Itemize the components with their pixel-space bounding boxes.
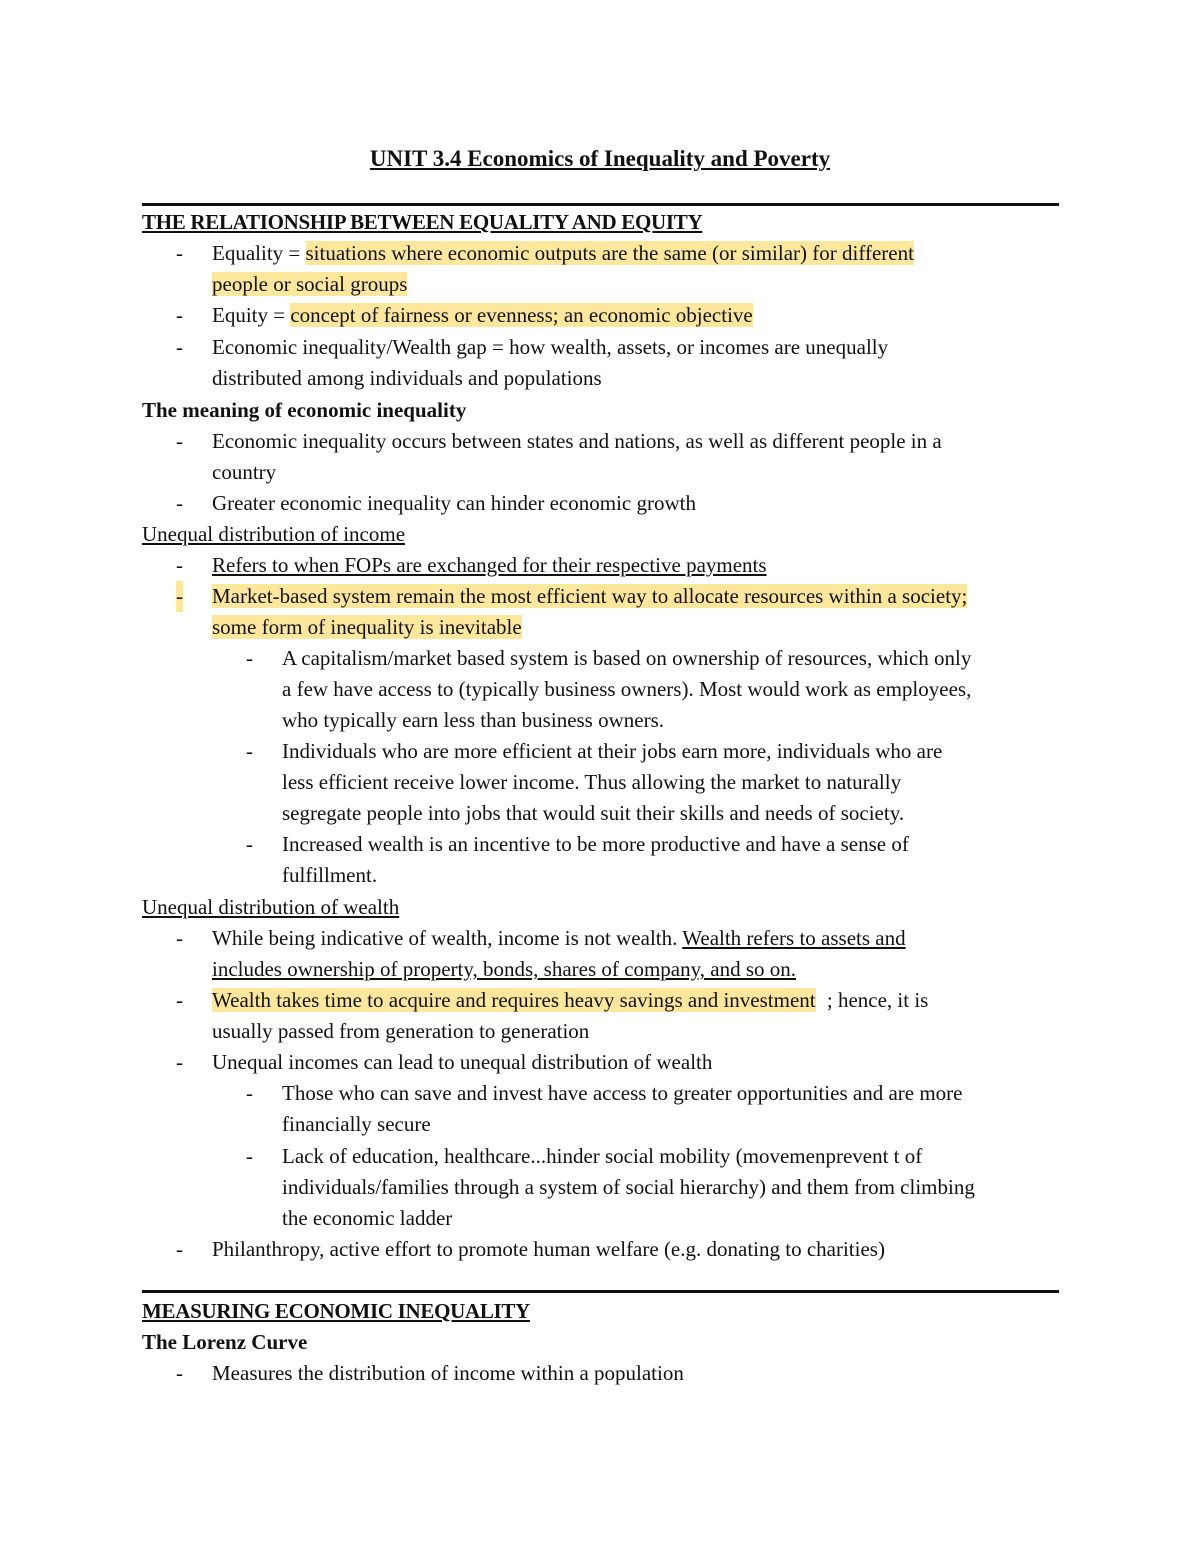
bullet: - [176, 491, 183, 515]
sub-bullet-efficiency-cont: segregate people into jobs that would suit their skills and needs of society. [282, 801, 905, 825]
bullet: - [176, 241, 183, 265]
sub-bullet-capitalism-cont: who typically earn less than business owners. [282, 708, 665, 732]
section-heading-measuring: MEASURING ECONOMIC INEQUALITY [142, 1299, 531, 1323]
bullet-inequality-occurs-cont: country [212, 460, 277, 484]
subheading-wealth: Unequal distribution of wealth [142, 895, 400, 919]
bullet-unequal-incomes: Unequal incomes can lead to unequal distribution of wealth [212, 1050, 713, 1074]
bullet-market-based: Market-based system remain the most efficient way to allocate resources within a society; [212, 584, 968, 608]
section-heading-equality-equity: THE RELATIONSHIP BETWEEN EQUALITY AND EQUITY [142, 210, 703, 234]
bullet: - [176, 429, 183, 453]
bullet: - [246, 832, 253, 856]
bullet: - [176, 335, 183, 359]
sub-bullet-save-invest: Those who can save and invest have access to greater opportunities and are more [282, 1081, 963, 1105]
section-divider [142, 203, 1059, 206]
sub-bullet-efficiency: Individuals who are more efficient at their jobs earn more, individuals who are [282, 739, 943, 763]
bullet-hinder-growth: Greater economic inequality can hinder economic growth [212, 491, 696, 515]
sub-bullet-capitalism-cont: a few have access to (typically business owners). Most would work as employees, [282, 677, 972, 701]
bullet-inequality-occurs: Economic inequality occurs between states and nations, as well as different people in a [212, 429, 942, 453]
bullet: - [246, 646, 253, 670]
bullet-fops: Refers to when FOPs are exchanged for their respective payments [212, 553, 767, 577]
bullet-income-not-wealth: While being indicative of wealth, income is not wealth. Wealth refers to assets and [212, 926, 906, 950]
bullet: - [176, 988, 183, 1012]
bullet-income-not-wealth-cont: includes ownership of property, bonds, shares of company, and so on. [212, 957, 796, 981]
sub-bullet-lack-education-cont: individuals/families through a system of social hierarchy) and them from climbing [282, 1175, 975, 1199]
bullet: - [176, 581, 183, 612]
sub-bullet-lack-education: Lack of education, healthcare...hinder social mobility (movemenprevent t of [282, 1144, 923, 1168]
bullet: - [176, 1361, 183, 1385]
sub-bullet-save-invest-cont: financially secure [282, 1112, 431, 1136]
bullet: - [176, 1237, 183, 1261]
bullet: - [246, 1081, 253, 1105]
bullet-philanthropy: Philanthropy, active effort to promote human welfare (e.g. donating to charities) [212, 1237, 885, 1261]
bullet-market-based-cont: some form of inequality is inevitable [212, 615, 522, 639]
section-divider [142, 1290, 1059, 1293]
subheading-income: Unequal distribution of income [142, 522, 406, 546]
sub-bullet-incentive-cont: fulfillment. [282, 863, 378, 887]
bullet: - [176, 303, 183, 327]
bullet-wealth-time: Wealth takes time to acquire and requires heavy savings and investment ; hence, it is [212, 988, 929, 1012]
bullet-lorenz-measures: Measures the distribution of income within a population [212, 1361, 684, 1385]
bullet: - [246, 1144, 253, 1168]
sub-bullet-incentive: Increased wealth is an incentive to be more productive and have a sense of [282, 832, 909, 856]
bullet-economic-inequality: Economic inequality/Wealth gap = how wealth, assets, or incomes are unequally [212, 335, 889, 359]
bullet-equity: Equity = concept of fairness or evenness; an economic objective [212, 303, 753, 327]
bullet-equality: Equality = situations where economic outputs are the same (or similar) for different [212, 241, 914, 265]
bullet-equality-cont: people or social groups [212, 272, 408, 296]
bullet: - [176, 926, 183, 950]
sub-bullet-efficiency-cont: less efficient receive lower income. Thus allowing the market to naturally [282, 770, 902, 794]
document-title: UNIT 3.4 Economics of Inequality and Poverty [369, 146, 831, 171]
subheading-meaning: The meaning of economic inequality [142, 398, 467, 422]
bullet: - [176, 553, 183, 577]
bullet: - [246, 739, 253, 763]
bullet-economic-inequality-cont: distributed among individuals and populations [212, 366, 602, 390]
bullet: - [176, 1050, 183, 1074]
bullet-wealth-time-cont: usually passed from generation to generation [212, 1019, 590, 1043]
sub-bullet-lack-education-cont: the economic ladder [282, 1206, 453, 1230]
subheading-lorenz: The Lorenz Curve [142, 1330, 308, 1354]
sub-bullet-capitalism: A capitalism/market based system is based on ownership of resources, which only [282, 646, 972, 670]
